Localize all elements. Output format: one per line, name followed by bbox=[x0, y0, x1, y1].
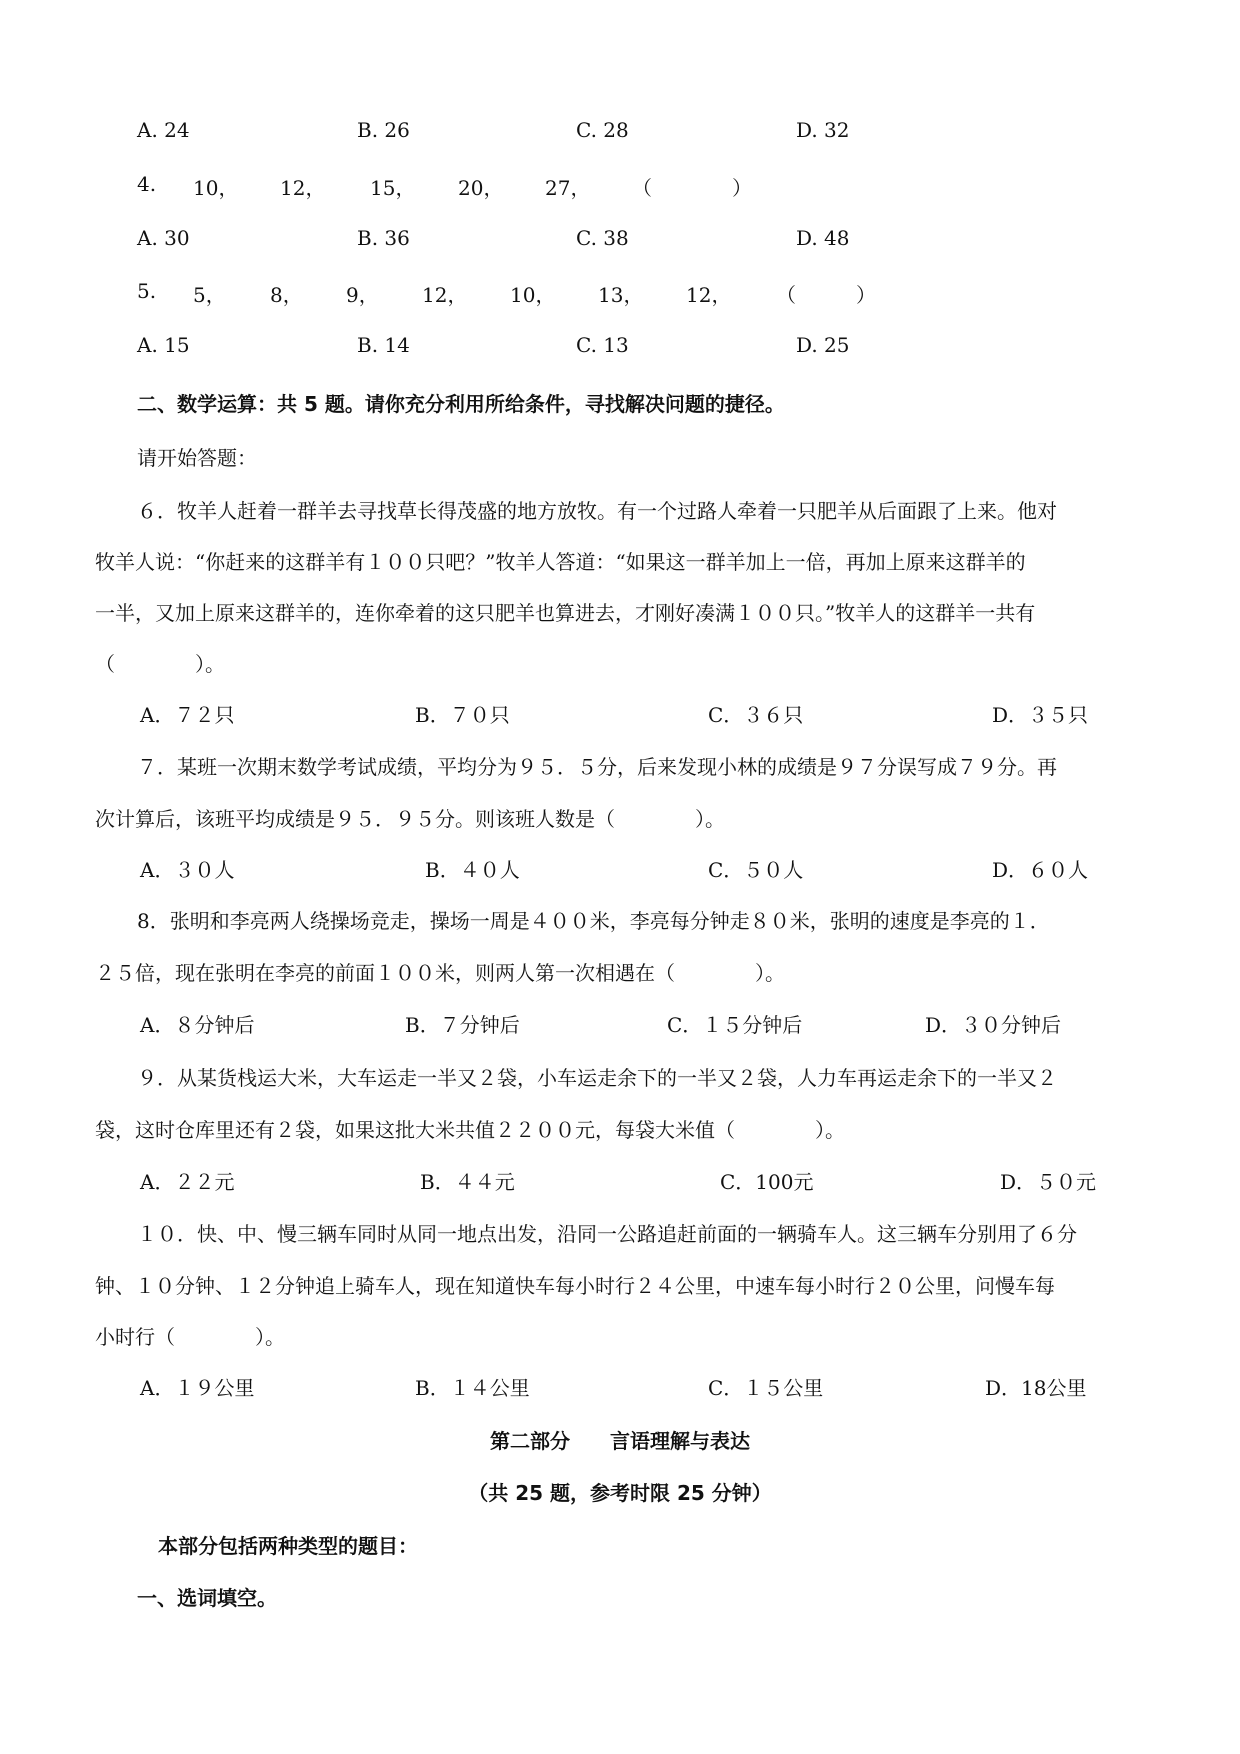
q6-text-line: ６．牧羊人赶着一群羊去寻找草长得茂盛的地方放牧。有一个过路人牵着一只肥羊从后面跟了上来。他对 bbox=[137, 499, 1057, 523]
q9-option-d: D．５０元 bbox=[1000, 1170, 1097, 1194]
q7-option-d: D．６０人 bbox=[992, 858, 1089, 882]
q9-option-a: A．２２元 bbox=[140, 1170, 235, 1194]
q3-option-c: C. 28 bbox=[576, 118, 629, 142]
q6-text-line: 一半，又加上原来这群羊的，连你牵着的这只肥羊也算进去，才刚好凑满１００只。”牧羊人的这群羊一共有 bbox=[95, 601, 1036, 625]
q5-option-c: C. 13 bbox=[576, 333, 629, 357]
q4-answer-blank[interactable]: （ ） bbox=[632, 176, 752, 200]
q6-option-d: D．３５只 bbox=[992, 703, 1089, 727]
q3-option-d: D. 32 bbox=[796, 118, 850, 142]
q3-option-b: B. 26 bbox=[357, 118, 410, 142]
q9-option-c: C．100元 bbox=[720, 1170, 814, 1194]
q7-option-a: A．３０人 bbox=[140, 858, 235, 882]
q4-option-a: A. 30 bbox=[137, 226, 190, 250]
q10-option-d: D．18公里 bbox=[985, 1376, 1087, 1400]
q8-option-c: C．１５分钟后 bbox=[667, 1013, 803, 1037]
q5-term: 13， bbox=[598, 283, 644, 307]
q4-number: 4. bbox=[137, 172, 157, 196]
q5-answer-blank[interactable]: （ ） bbox=[776, 283, 876, 307]
part2-title: 第二部分 言语理解与表达 bbox=[490, 1429, 750, 1453]
q7-option-b: B．４０人 bbox=[425, 858, 520, 882]
q5-option-d: D. 25 bbox=[796, 333, 850, 357]
q6-answer-blank[interactable]: （ ）。 bbox=[95, 652, 225, 676]
q10-answer-blank[interactable]: 小时行（ ）。 bbox=[95, 1325, 285, 1349]
q9-text-line: 袋，这时仓库里还有２袋，如果这批大米共值２２００元，每袋大米值（ ）。 bbox=[95, 1118, 845, 1142]
q10-option-c: C．１５公里 bbox=[708, 1376, 824, 1400]
q7-text-line: 次计算后，该班平均成绩是９５．９５分。则该班人数是（ ）。 bbox=[95, 807, 725, 831]
q5-term: 9， bbox=[346, 283, 379, 307]
q6-option-c: C．３６只 bbox=[708, 703, 804, 727]
q7-option-c: C．５０人 bbox=[708, 858, 804, 882]
q4-option-c: C. 38 bbox=[576, 226, 629, 250]
q4-term: 12， bbox=[280, 176, 326, 200]
part2-section-heading: 一、选词填空。 bbox=[137, 1586, 277, 1610]
q9-option-b: B．４４元 bbox=[420, 1170, 515, 1194]
q4-option-b: B. 36 bbox=[357, 226, 410, 250]
section-heading-math: 二、数学运算：共 5 题。请你充分利用所给条件，寻找解决问题的捷径。 bbox=[137, 392, 785, 416]
q3-option-a: A. 24 bbox=[137, 118, 190, 142]
part2-subtitle: （共 25 题，参考时限 25 分钟） bbox=[468, 1481, 772, 1505]
q4-term: 15， bbox=[370, 176, 416, 200]
q10-option-b: B．１４公里 bbox=[415, 1376, 530, 1400]
q5-option-a: A. 15 bbox=[137, 333, 190, 357]
q6-text-line: 牧羊人说：“你赶来的这群羊有１００只吧？”牧羊人答道：“如果这一群羊加上一倍，再加上原来这群羊的 bbox=[95, 550, 1026, 574]
q5-option-b: B. 14 bbox=[357, 333, 410, 357]
q8-option-a: A．８分钟后 bbox=[140, 1013, 255, 1037]
q5-term: 12， bbox=[686, 283, 732, 307]
q4-term: 20， bbox=[458, 176, 504, 200]
q7-text-line: ７．某班一次期末数学考试成绩，平均分为９５．５分，后来发现小林的成绩是９７分误写成７９分。再 bbox=[137, 755, 1057, 779]
q6-option-b: B．７０只 bbox=[415, 703, 510, 727]
q8-text-line: ２５倍，现在张明在李亮的前面１００米，则两人第一次相遇在（ ）。 bbox=[95, 961, 785, 985]
q5-term: 8， bbox=[270, 283, 303, 307]
q10-text-line: １０．快、中、慢三辆车同时从同一地点出发，沿同一公路追赶前面的一辆骑车人。这三辆车分别用了６分 bbox=[137, 1222, 1077, 1246]
q8-option-d: D．３０分钟后 bbox=[925, 1013, 1062, 1037]
q5-term: 10， bbox=[510, 283, 556, 307]
q5-term: 12， bbox=[422, 283, 468, 307]
q5-number: 5. bbox=[137, 279, 157, 303]
q4-term: 27， bbox=[545, 176, 591, 200]
q10-text-line: 钟、１０分钟、１２分钟追上骑车人，现在知道快车每小时行２４公里，中速车每小时行２０公里，问慢车每 bbox=[95, 1274, 1055, 1298]
q5-term: 5， bbox=[193, 283, 226, 307]
q9-text-line: ９．从某货栈运大米，大车运走一半又２袋，小车运走余下的一半又２袋，人力车再运走余下的一半又２ bbox=[137, 1066, 1057, 1090]
q8-option-b: B．７分钟后 bbox=[405, 1013, 520, 1037]
q4-term: 10， bbox=[193, 176, 239, 200]
start-prompt: 请开始答题： bbox=[137, 446, 257, 470]
q6-option-a: A．７２只 bbox=[140, 703, 235, 727]
part2-intro: 本部分包括两种类型的题目： bbox=[158, 1534, 418, 1558]
q10-option-a: A．１９公里 bbox=[140, 1376, 255, 1400]
q4-option-d: D. 48 bbox=[796, 226, 850, 250]
q8-text-line: 8．张明和李亮两人绕操场竞走，操场一周是４００米，李亮每分钟走８０米，张明的速度是李亮的１． bbox=[137, 909, 1050, 933]
